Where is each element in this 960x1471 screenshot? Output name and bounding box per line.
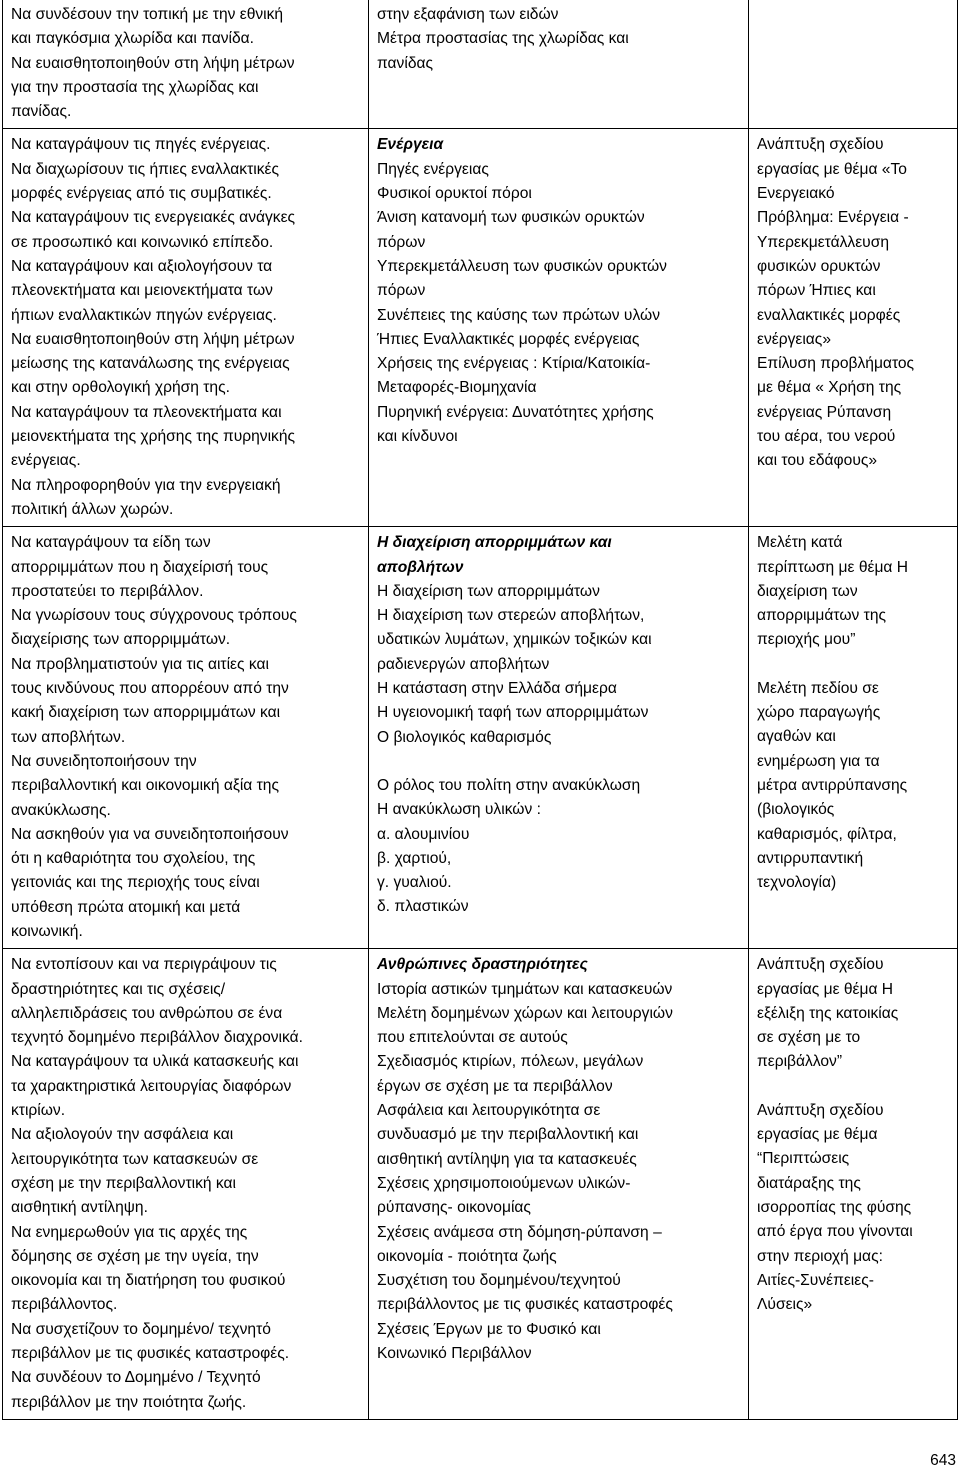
curriculum-table-body [3,0,958,1419]
text-line: δ. πλαστικών [377,898,469,916]
text-line: δραστηριότητες και τις σχέσεις/ [11,980,226,998]
text-line: συνδυασμό με την περιβαλλοντική και [377,1126,639,1144]
text-line: πόρων Ήπιες και [757,282,876,300]
text-line: α. αλουμινίου [377,825,470,843]
text-line: αγαθών και [757,728,836,746]
text-line: Να εντοπίσουν και να περιγράψουν τις [11,956,277,974]
text-line: Η υγειονομική ταφή των απορριμμάτων [377,704,649,722]
text-line: και κίνδυνοι [377,428,458,446]
text-line: αντιρρυπαντική [757,849,864,867]
spacer [757,1075,951,1099]
text-line: στην εξαφάνιση των ειδών [377,6,559,23]
text-line: περιβάλλον με τις φυσικές καταστροφές. [11,1345,290,1363]
objectives-cell [3,0,369,129]
text-line: κακή διαχείριση των απορριμμάτων και [11,704,281,722]
section-heading: αποβλήτων [377,558,464,576]
text-line: διατάραξης της [757,1174,861,1192]
text-line: κτιρίων. [11,1102,66,1120]
text-line: μείωσης της κατανάλωσης της ενέργειας [11,355,290,373]
text-line: Η κατάσταση στην Ελλάδα σήμερα [377,680,617,698]
text-line: Να συσχετίζουν το δομημένο/ τεχνητό [11,1320,271,1338]
text-line: και στην ορθολογική χρήση της. [11,379,230,397]
text-line: ανακύκλωσης. [11,801,111,819]
activities-cell [749,129,958,527]
text-line: πανίδας. [11,103,72,121]
text-line: σε προσωπικό και κοινωνικό επίπεδο. [11,233,274,251]
text-line: με θέμα « Χρήση της [757,379,902,397]
text-line: περιβάλλοντος. [11,1296,118,1314]
text-line: προστατεύει το περιβάλλον. [11,582,204,600]
text-line: μέτρα αντιρρύπανσης [757,776,908,794]
text-line: σε σχέση με το [757,1029,861,1047]
text-line: Χρήσεις της ενέργειας : Κτίρια/Κατοικία- [377,355,651,373]
text-line: περίπτωση με θέμα Η [757,558,909,576]
text-line: Η ανακύκλωση υλικών : [377,801,541,819]
text-line: Ανάπτυξη σχεδίου [757,136,884,154]
text-line: Να καταγράψουν τα πλεονεκτήματα και [11,403,282,421]
text-line: αλληλεπιδράσεις του ανθρώπου σε ένα [11,1004,283,1022]
text-line: Μελέτη κατά [757,534,843,552]
section-heading: Ενέργεια [377,136,444,154]
text-line: Σχέσεις ανάμεσα στη δόμηση-ρύπανση – [377,1223,662,1241]
text-line: β. χαρτιού, [377,849,452,867]
text-line: Πυρηνική ενέργεια: Δυνατότητες χρήσης [377,403,654,421]
text-line: περιβαλλοντική και οικονομική αξία της [11,777,279,795]
text-line: και του εδάφους» [757,452,878,470]
text-line: Σχεδιασμός κτιρίων, πόλεων, μεγάλων [377,1053,644,1071]
text-line: Να διαχωρίσουν τις ήπιες εναλλακτικές [11,160,279,178]
text-line: λειτουργικότητα των κατασκευών σε [11,1150,259,1168]
text-line: μορφές ενέργειας από τις συμβατικές. [11,185,272,203]
text-line: ενημέρωση για τα [757,752,880,770]
text-line: πλεονεκτήματα και μειονεκτήματα των [11,282,273,300]
activities-cell [749,0,958,129]
text-line: Αιτίες-Συνέπειες- [757,1271,874,1289]
text-line: που επιτελούνται σε αυτούς [377,1029,568,1047]
text-line: Ενεργειακό [757,185,835,203]
text-line: υδατικών λυμάτων, χημικών τοξικών και [377,631,652,649]
text-line: Να ενημερωθούν για τις αρχές της [11,1223,248,1241]
text-line: πανίδας [377,54,434,72]
text-line: Επίλυση προβλήματος [757,355,915,373]
text-line: Ο βιολογικός καθαρισμός [377,728,552,746]
text-line: Να καταγράψουν τα υλικά κατασκευής και [11,1053,299,1071]
text-line: Να καταγράψουν και αξιολογήσουν τα [11,257,273,275]
text-line: εξέλιξη της κατοικίας [757,1004,899,1022]
text-line: απορριμμάτων της [757,607,887,625]
text-line: πόρων [377,233,426,251]
text-line: κοινωνική. [11,922,83,940]
text-line: διαχείριση των [757,582,858,600]
text-line: ήπιων εναλλακτικών πηγών ενέργειας. [11,306,277,324]
text-line: Λύσεις» [757,1296,813,1314]
text-line: Υπερεκμετάλλευση [757,233,889,251]
curriculum-table [2,0,958,1420]
text-line: Σχέσεις χρησιμοποιούμενων υλικών- [377,1174,631,1192]
text-line: περιβάλλον” [757,1053,843,1071]
text-line: Συσχέτιση του δομημένου/τεχνητού [377,1272,621,1290]
text-line: Σχέσεις Έργων με το Φυσικό και [377,1320,601,1338]
spacer [757,653,951,677]
text-line: τους κινδύνους που απορρέουν από την [11,680,289,698]
text-line: Πρόβλημα: Ενέργεια - [757,209,909,227]
text-line: μειονεκτήματα της χρήσης της πυρηνικής [11,428,296,446]
text-line: ενέργειας. [11,452,81,470]
text-line: γ. γυαλιού. [377,874,452,892]
text-line: των αποβλήτων. [11,728,126,746]
text-line: Ήπιες Εναλλακτικές μορφές ενέργειας [377,330,640,348]
activities-cell [749,949,958,1420]
text-line: οικονομία - ποιότητα ζωής [377,1247,557,1265]
text-line: εργασίας με θέμα Η [757,980,894,998]
text-line: στην περιοχή μας: [757,1247,883,1265]
text-line: αισθητική αντίληψη για τα κατασκευές [377,1150,637,1168]
text-line: έργων σε σχέση με τα περιβάλλον [377,1077,613,1095]
text-line: ενέργειας Ρύπανση [757,403,892,421]
text-line: Να ευαισθητοποιηθούν στη λήψη μέτρων [11,54,295,72]
table-row [3,949,958,1420]
text-line: Να συνειδητοποιήσουν την [11,752,197,770]
text-line: από έργα που γίνονται [757,1223,913,1241]
text-line: περιοχής μου” [757,631,856,649]
text-line: Συνέπειες της καύσης των πρώτων υλών [377,306,660,324]
text-line: γειτονιάς και της περιοχής τους είναι [11,874,260,892]
text-line: Να συνδέσουν την τοπική με την εθνική [11,6,284,23]
spacer [377,750,742,774]
text-line: Να ασκηθούν για να συνειδητοποιήσουν [11,825,289,843]
text-line: Να πληροφορηθούν για την ενεργειακή [11,476,281,494]
content-cell [369,129,749,527]
text-line: εργασίας με θέμα «Το [757,160,907,178]
text-line: Ιστορία αστικών τμημάτων και κατασκευών [377,980,673,998]
objectives-cell [3,129,369,527]
text-line: σχέση με την περιβαλλοντική και [11,1174,236,1192]
text-line: ρύπανσης- οικονομίας [377,1199,531,1217]
text-line: ενέργειας» [757,330,831,348]
text-line: Μεταφορές-Βιομηχανία [377,379,537,397]
table-row [3,527,958,949]
text-line: Ασφάλεια και λειτουργικότητα σε [377,1102,601,1120]
text-line: για την προστασία της χλωρίδας και [11,78,259,96]
text-line: υπόθεση πρώτα ατομική και μετά [11,898,241,916]
text-line: τα χαρακτηριστικά λειτουργίας διαφόρων [11,1077,292,1095]
text-line: Να γνωρίσουν τους σύγχρονους τρόπους [11,607,297,625]
text-line: (βιολογικός [757,801,835,819]
text-line: ότι η καθαριότητα του σχολείου, της [11,850,256,868]
text-line: περιβάλλον με την ποιότητα ζωής. [11,1393,247,1411]
text-line: ισορροπίας της φύσης [757,1198,912,1216]
text-line: αισθητική αντίληψη. [11,1199,148,1217]
text-line: Ανάπτυξη σχεδίου [757,956,884,974]
text-line: “Περιπτώσεις [757,1150,850,1168]
objectives-cell [3,949,369,1420]
text-line: τεχνητό δομημένο περιβάλλον διαχρονικά. [11,1029,303,1047]
page-number: 643 [930,1452,956,1469]
text-line: διαχείρισης των απορριμμάτων. [11,631,231,649]
table-row [3,0,958,129]
text-line: Μέτρα προστασίας της χλωρίδας και [377,30,629,48]
text-line: Πηγές ενέργειας [377,160,489,178]
text-line: Η διαχείριση των απορριμμάτων [377,582,600,600]
activities-cell [749,527,958,949]
text-line: Μελέτη πεδίου σε [757,679,879,697]
text-line: του αέρα, του νερού [757,428,896,446]
text-line: Να καταγράψουν τις ενεργειακές ανάγκες [11,209,296,227]
text-line: Να συνδέουν το Δομημένο / Τεχνητό [11,1369,261,1387]
text-line: Η διαχείριση των στερεών αποβλήτων, [377,607,645,625]
text-line: Να καταγράψουν τις πηγές ενέργειας. [11,136,271,154]
text-line: εναλλακτικές μορφές [757,306,901,324]
text-line: Να αξιολογούν την ασφάλεια και [11,1126,234,1144]
text-line: τεχνολογία) [757,874,837,892]
text-line: Φυσικοί ορυκτοί πόροι [377,185,532,203]
text-line: Υπερεκμετάλλευση των φυσικών ορυκτών [377,257,667,275]
section-heading: Ανθρώπινες δραστηριότητες [377,956,588,974]
text-line: δόμησης σε σχέση με την υγεία, την [11,1247,259,1265]
text-line: Να ευαισθητοποιηθούν στη λήψη μέτρων [11,330,295,348]
text-line: φυσικών ορυκτών [757,257,881,275]
text-line: Ο ρόλος του πολίτη στην ανακύκλωση [377,776,641,794]
text-line: Μελέτη δομημένων χώρων και λειτουργιών [377,1004,673,1022]
objectives-cell [3,527,369,949]
text-line: απορριμμάτων που η διαχείρισή τους [11,558,269,576]
text-line: περιβάλλοντος με τις φυσικές καταστροφές [377,1296,673,1314]
text-line: πόρων [377,282,426,300]
text-line: ραδιενεργών αποβλήτων [377,655,550,673]
section-heading: Η διαχείριση απορριμμάτων και [377,534,612,552]
content-cell [369,0,749,129]
text-line: και παγκόσμια χλωρίδα και πανίδα. [11,30,255,48]
text-line: Ανάπτυξη σχεδίου [757,1101,884,1119]
content-cell [369,949,749,1420]
text-line: Να καταγράψουν τα είδη των [11,534,211,552]
text-line: οικονομία και τη διατήρηση του φυσικού [11,1272,286,1290]
text-line: εργασίας με θέμα [757,1126,878,1144]
text-line: Να προβληματιστούν για τις αιτίες και [11,655,269,673]
content-cell [369,527,749,949]
text-line: καθαρισμός, φίλτρα, [757,825,897,843]
text-line: χώρο παραγωγής [757,704,881,722]
table-row [3,129,958,527]
text-line: πολιτική άλλων χωρών. [11,500,174,518]
text-line: Κοινωνικό Περιβάλλον [377,1345,532,1363]
text-line: Άνιση κατανομή των φυσικών ορυκτών [377,209,645,227]
